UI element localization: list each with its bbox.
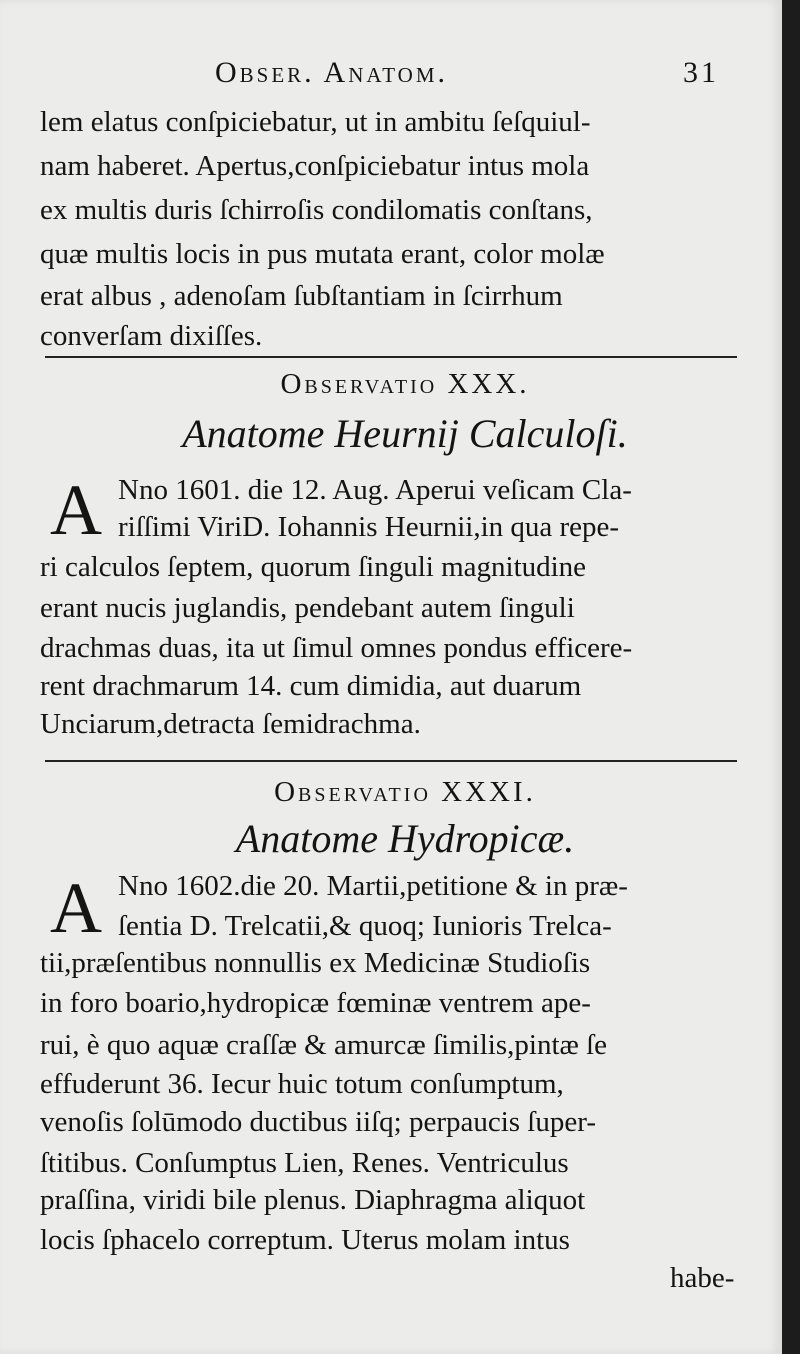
section-divider: [45, 356, 737, 358]
text-line: erant nucis juglandis, pendebant autem ſinguli: [40, 592, 575, 624]
text-line: riſſimi ViriD. Iohannis Heurnii,in qua repe-: [118, 511, 620, 543]
observation-heading: Observatio XXXI.: [274, 776, 536, 808]
text-line: rui, è quo aquæ craſſæ & amurcæ ſimilis,pintæ ſe: [40, 1029, 608, 1061]
text-line: ri calculos ſeptem, quorum ſinguli magnitudine: [40, 551, 587, 583]
text-line: nam haberet. Apertus,conſpiciebatur intus mola: [40, 150, 590, 182]
page-number: 31: [683, 56, 719, 89]
drop-cap: A: [50, 868, 102, 948]
text-line: erat albus , adenoſam ſubſtantiam in ſcirrhum: [40, 280, 563, 312]
text-line: in foro boario,hydropicæ fœminæ ventrem ape-: [40, 987, 591, 1019]
running-head: Obser. Anatom.: [215, 56, 448, 89]
observation-heading: Observatio XXX.: [280, 368, 530, 400]
observation-title: Anatome Hydropicæ.: [235, 816, 575, 861]
text-line: tii,præſentibus nonnullis ex Medicinæ Studioſis: [40, 947, 591, 979]
running-header: [215, 56, 775, 96]
catchword: habe-: [670, 1262, 735, 1294]
text-line: rent drachmarum 14. cum dimidia, aut duarum: [40, 670, 582, 702]
text-line: drachmas duas, ita ut ſimul omnes pondus efficere-: [40, 632, 633, 664]
text-line: ſentia D. Trelcatii,& quoq; Iunioris Trelca-: [118, 910, 612, 942]
text-line: ſtitibus. Conſumptus Lien, Renes. Ventriculus: [40, 1147, 569, 1179]
text-line: quæ multis locis in pus mutata erant, color molæ: [40, 238, 605, 270]
text-line: Unciarum,detracta ſemidrachma.: [40, 708, 421, 740]
text-line: Nno 1601. die 12. Aug. Aperui veſicam Cla-: [118, 474, 632, 506]
text-line: venoſis ſolūmodo ductibus iiſq; perpaucis ſuper-: [40, 1106, 596, 1138]
drop-cap: A: [50, 470, 102, 550]
text-line: locis ſphacelo correptum. Uterus molam intus: [40, 1224, 570, 1256]
text-line: praſſina, viridi bile plenus. Diaphragma aliquot: [40, 1184, 586, 1216]
text-line: lem elatus conſpiciebatur, ut in ambitu ſeſquiul-: [40, 106, 591, 138]
page-edge-shadow: [782, 0, 800, 1354]
section-divider: [45, 760, 737, 762]
text-line: effuderunt 36. Iecur huic totum conſumptum,: [40, 1068, 564, 1100]
text-line: converſam dixiſſes.: [40, 320, 263, 352]
observation-title: Anatome Heurnij Calculoſi.: [182, 411, 628, 456]
text-line: ex multis duris ſchirroſis condilomatis conſtans,: [40, 194, 593, 226]
text-line: Nno 1602.die 20. Martii,petitione & in præ-: [118, 870, 628, 902]
